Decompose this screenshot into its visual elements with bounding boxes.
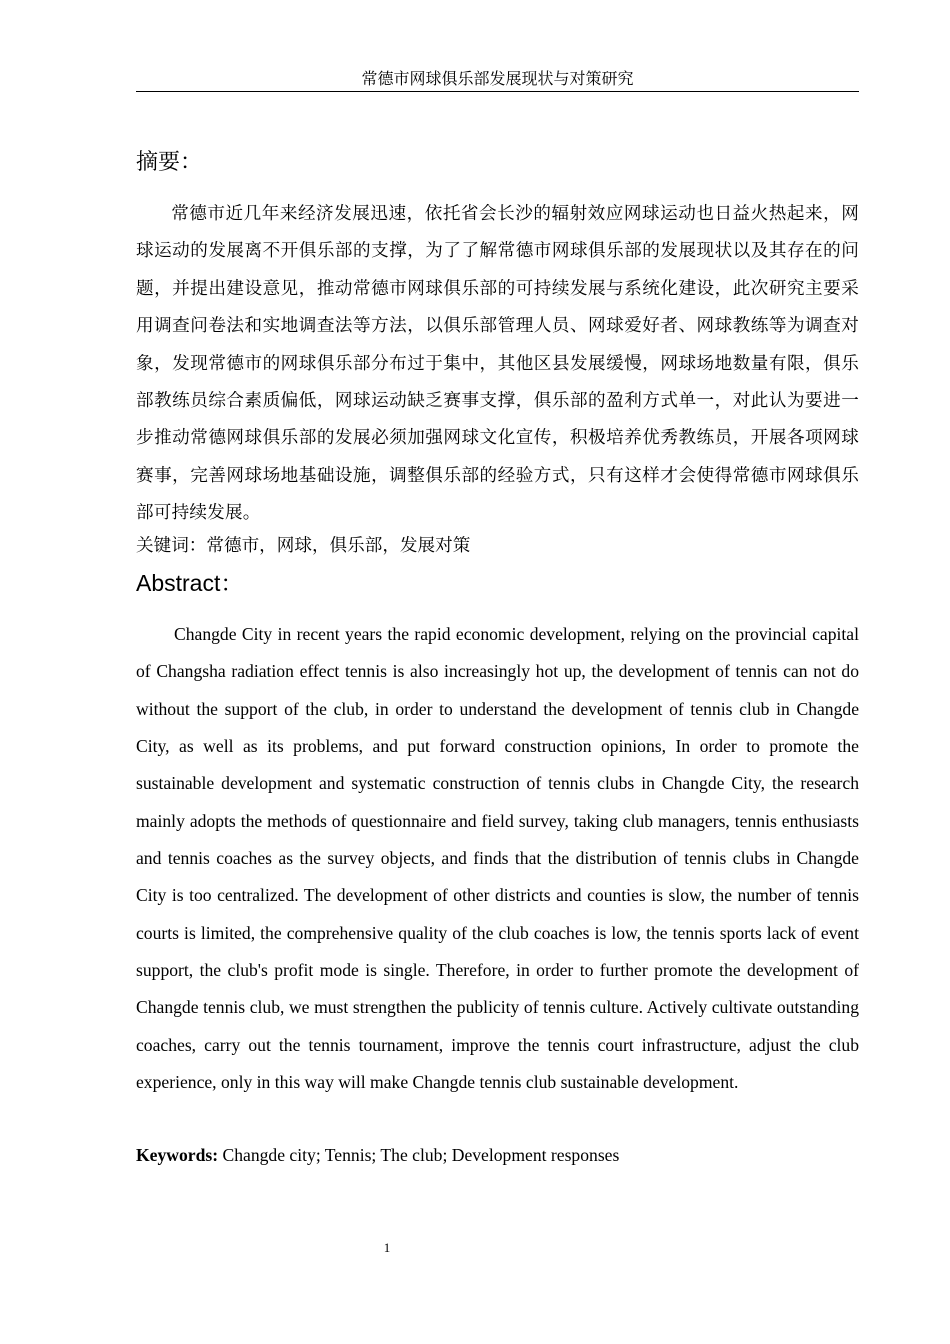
abstract-body-en: Changde City in recent years the rapid economic development, relying on the provincial capital of Changsha radiation effect tennis is also increasingly hot up, the development of tennis can not do without the support of the club, in order to understand the development of tennis club in Changde City, as well as its problems, and put forward construction opinions, In order to promote the sustainable development and systematic construction of tennis clubs in Changde City, the research mainly adopts the methods of questionnaire and field survey, taking club managers, tennis enthusiasts and tennis coaches as the survey objects, and finds that the distribution of tennis clubs in Changde City is too centralized. The development of other districts and counties is slow, the number of tennis courts is limited, the comprehensive quality of the club coaches is low, the tennis sports lack of event support, the club's profit mode is single. Therefore, in order to further promote the development of Changde tennis club, we must strengthen the publicity of tennis culture. Actively cultivate outstanding coaches, carry out the tennis tournament, improve the tennis court infrastructure, adjust the club experience, only in this way will make Changde tennis club sustainable development. <box>136 624 859 1093</box>
abstract-heading-en: Abstract： <box>136 570 244 596</box>
running-header: 常德市网球俱乐部发展现状与对策研究 <box>136 68 859 92</box>
keywords-en <box>136 1142 619 1168</box>
abstract-heading-cn: 摘要： <box>136 150 203 175</box>
abstract-body-cn: 常德市近几年来经济发展迅速，依托省会长沙的辐射效应网球运动也日益火热起来，网球运动的发展离不开俱乐部的支撑，为了了解常德市网球俱乐部的发展现状以及其存在的问题，并提出建设意见，推动常德市网球俱乐部的可持续发展与系统化建设，此次研究主要采用调查问卷法和实地调查法等方法，以俱乐部管理人员、网球爱好者、网球教练等为调查对象，发现常德市的网球俱乐部分布过于集中，其他区县发展缓慢，网球场地数量有限，俱乐部教练员综合素质偏低，网球运动缺乏赛事支撑，俱乐部的盈利方式单一，对此认为要进一步推动常德网球俱乐部的发展必须加强网球文化宣传，积极培养优秀教练员，开展各项网球赛事，完善网球场地基础设施，调整俱乐部的经验方式，只有这样才会使得常德市网球俱乐部可持续发展。 <box>136 204 859 524</box>
keywords-value: Changde city; Tennis; The club; Development responses <box>218 1145 620 1165</box>
keywords-label: Keywords: <box>136 1145 219 1165</box>
keywords-cn: 关键词：常德市，网球，俱乐部，发展对策 <box>136 536 471 556</box>
page-number: 1 <box>383 1240 391 1255</box>
